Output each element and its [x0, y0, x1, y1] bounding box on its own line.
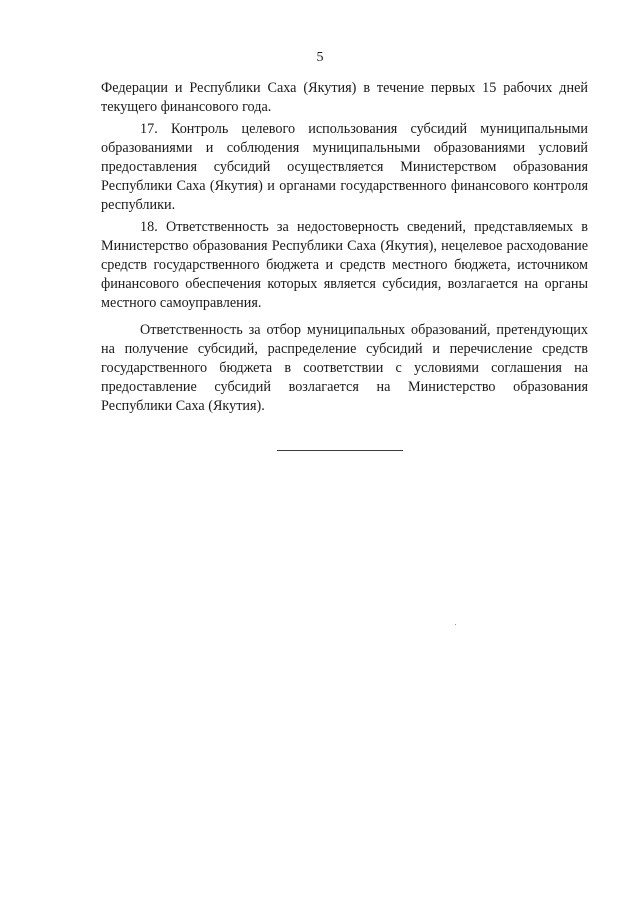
- paragraph-17: 17. Контроль целевого использования субсидий муниципальными образованиями и соблюдения муниципальными образованиями условий предоставления субсидий осуществляется Министерством образования Республики Саха (Якутия) и органами государственного финансового контроля республики.: [101, 121, 588, 213]
- paragraph-responsibility-selection: Ответственность за отбор муниципальных образований, претендующих на получение субсидий, распределение субсидий и перечисление средств государственного бюджета в соответствии с условиями соглашения на предоставление субсидий возлагается на Министерство образования Республики Саха (Якутия).: [101, 322, 588, 414]
- page-number: 5: [316, 50, 324, 65]
- paragraph-continuation: Федерации и Республики Саха (Якутия) в течение первых 15 рабочих дней текущего финансового года.: [101, 80, 588, 115]
- paragraph-18: 18. Ответственность за недостоверность сведений, представляемых в Министерство образования Республики Саха (Якутия), нецелевое расходование средств государственного бюджета и средств местного бюджета, источником финансового обеспечения которых является субсидия, возлагается на органы местного самоуправления.: [101, 219, 588, 311]
- scan-speck: [455, 624, 456, 625]
- document-body: [101, 79, 588, 416]
- end-of-document-rule: [277, 450, 403, 451]
